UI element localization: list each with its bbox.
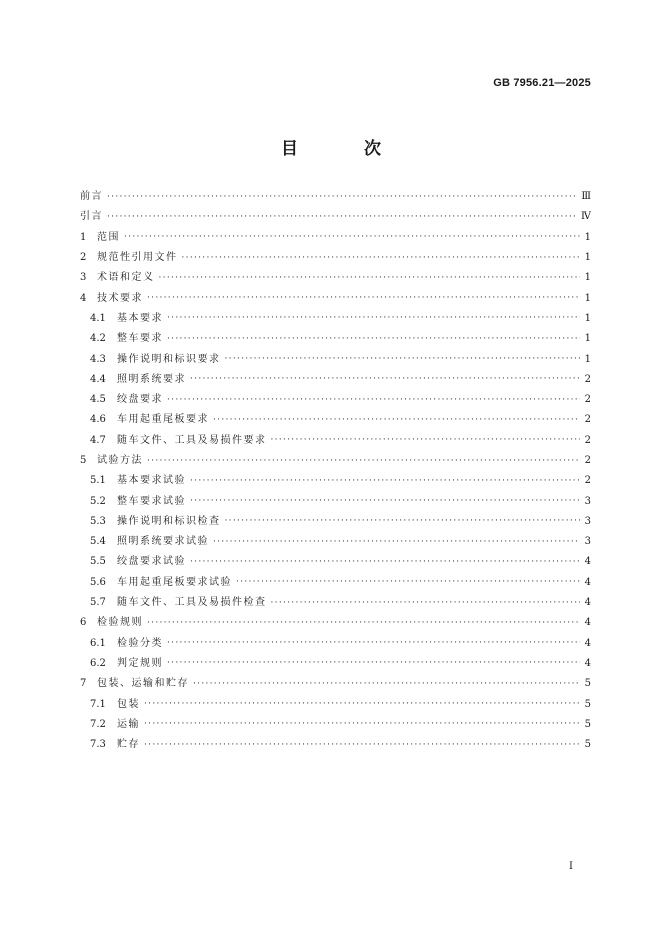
toc-dot-leader [159,274,581,283]
toc-entry[interactable] [80,593,591,613]
toc-entry-title: 包装 [117,698,140,710]
toc-entry-page: 4 [584,576,591,588]
toc-dot-leader [271,599,581,608]
toc-dot-leader [167,639,580,648]
toc-entry[interactable] [80,613,591,633]
toc-entry-page: 5 [584,718,591,730]
toc-dot-leader [167,335,580,344]
toc-entry[interactable] [80,309,591,329]
toc-dot-leader [213,416,580,425]
toc-entry-number: 2 [80,252,87,264]
toc-entry[interactable] [80,715,591,735]
toc-entry-page: 4 [584,657,591,669]
toc-entry-title: 判定规则 [117,657,163,669]
toc-entry-title: 试验方法 [97,455,143,466]
toc-entry[interactable] [80,329,591,349]
toc-entry-title: 贮存 [117,739,140,751]
toc-entry-number: 5.2 [90,495,106,507]
toc-entry-title: 范围 [97,231,120,243]
toc-entry-number: 4.4 [90,373,106,385]
toc-dot-leader [107,213,577,222]
page-number: Ⅰ [569,861,573,872]
toc-entry-number: 5.7 [90,597,106,609]
toc-entry[interactable] [80,370,591,390]
toc-entry-page: 5 [584,698,591,710]
toc-entry-title: 基本要求 [117,312,163,324]
toc-entry-number: 5.6 [90,576,106,588]
toc-entry-page: 1 [584,252,591,264]
toc-dot-leader [193,680,580,689]
toc-entry-title: 车用起重尾板要求试验 [117,576,232,588]
toc-entry-number: 6 [80,617,87,629]
toc-entry-page: 2 [584,455,591,466]
toc-entry-title: 绞盘要求 [117,394,163,406]
toc-entry-page: Ⅳ [581,211,591,223]
toc-dot-leader [167,396,580,405]
toc-dot-leader [271,436,581,445]
toc-entry[interactable] [80,471,591,491]
toc-entry-title: 照明系统要求 [117,373,186,385]
toc-dot-leader [144,741,580,750]
toc-entry-page: 3 [584,536,591,548]
toc-entry-title: 规范性引用文件 [97,252,178,264]
toc-entry[interactable] [80,268,591,288]
toc-entry-page: 2 [584,434,591,446]
toc-entry[interactable] [80,288,591,308]
toc-entry-number: 6.1 [90,637,106,649]
toc-entry[interactable] [80,532,591,552]
toc-entry-number: 7.2 [90,718,106,730]
toc-entry-number: 7 [80,678,87,690]
toc-dot-leader [167,314,580,323]
toc-entry-page: 1 [584,312,591,324]
toc-entry[interactable] [80,451,591,471]
toc-entry-number: 4.1 [90,312,106,324]
toc-entry-number: 1 [80,231,87,243]
toc-dot-leader [147,457,580,466]
toc-dot-leader [144,700,580,709]
toc-entry-title: 检验分类 [117,637,163,649]
toc-entry-page: 4 [584,637,591,649]
toc-entry-title: 整车要求 [117,333,163,345]
toc-entry[interactable] [80,390,591,410]
toc-dot-leader [225,355,581,364]
toc-entry[interactable] [80,552,591,572]
toc-entry-title: 前言 [80,191,103,203]
toc-entry-number: 5.5 [90,556,106,568]
toc-entry-title: 检验规则 [97,617,143,629]
toc-entry-title: 照明系统要求试验 [117,536,209,548]
toc-dot-leader [124,233,580,242]
toc-entry[interactable] [80,654,591,674]
toc-dot-leader [225,517,581,526]
toc-dot-leader [182,254,581,263]
toc-entry-title: 操作说明和标识检查 [117,515,221,527]
toc-entry-number: 5.4 [90,536,106,548]
toc-entry-title: 随车文件、工具及易损件要求 [117,434,267,446]
toc-entry-title: 运输 [117,718,140,730]
toc-dot-leader [213,538,580,547]
toc-dot-leader [190,558,580,567]
toc-entry-page: 1 [584,333,591,345]
toc-dot-leader [147,294,580,303]
toc-entry[interactable] [80,735,591,755]
toc-entry[interactable] [80,207,591,227]
toc-entry-title: 随车文件、工具及易损件检查 [117,597,267,609]
toc-entry-page: 4 [584,597,591,609]
toc-entry[interactable] [80,573,591,593]
toc-dot-leader [167,659,580,668]
toc-entry-page: 2 [584,394,591,406]
toc-entry[interactable] [80,431,591,451]
toc-entry-number: 4.6 [90,414,106,426]
toc-dot-leader [190,497,580,506]
standard-number: GB 7956.21—2025 [493,77,591,89]
toc-entry-title: 基本要求试验 [117,475,186,487]
toc-entry[interactable] [80,349,591,369]
toc-dot-leader [147,619,580,628]
toc-entry-page: 1 [584,353,591,365]
toc-entry-title: 整车要求试验 [117,495,186,507]
toc-dot-leader [144,720,580,729]
table-of-contents [80,187,591,755]
toc-entry-number: 6.2 [90,657,106,669]
toc-entry-page: 5 [584,678,591,690]
toc-entry[interactable] [80,674,591,694]
toc-entry-page: 5 [584,739,591,751]
toc-entry[interactable] [80,228,591,248]
toc-entry-page: 2 [584,414,591,426]
toc-entry-number: 4.5 [90,394,106,406]
toc-entry-number: 3 [80,272,87,284]
toc-entry-title: 操作说明和标识要求 [117,353,221,365]
toc-entry-page: 2 [584,373,591,385]
toc-entry[interactable] [80,491,591,511]
toc-entry[interactable] [80,634,591,654]
toc-entry-title: 技术要求 [97,292,143,304]
toc-entry-page: 2 [584,475,591,487]
toc-entry[interactable] [80,248,591,268]
toc-entry-number: 5.1 [90,475,106,487]
toc-entry-number: 4.7 [90,434,106,446]
toc-entry-page: 4 [584,556,591,568]
toc-dot-leader [190,375,580,384]
toc-entry-page: 1 [584,292,591,304]
toc-entry-title: 绞盘要求试验 [117,556,186,568]
toc-dot-leader [107,193,577,202]
toc-title: 目 次 [281,139,411,159]
toc-entry-title: 引言 [80,211,103,223]
toc-entry[interactable] [80,410,591,430]
toc-entry-number: 5.3 [90,515,106,527]
toc-entry-number: 4.3 [90,353,106,365]
toc-entry-page: 4 [584,617,591,629]
toc-entry-number: 4.2 [90,333,106,345]
toc-entry-number: 7.3 [90,739,106,751]
toc-dot-leader [190,477,580,486]
toc-entry-title: 包装、运输和贮存 [97,678,189,690]
toc-entry-title: 术语和定义 [97,272,155,284]
toc-entry-title: 车用起重尾板要求 [117,414,209,426]
toc-entry[interactable] [80,187,591,207]
toc-entry[interactable] [80,512,591,532]
toc-entry-page: 3 [584,495,591,507]
toc-entry-number: 5 [80,455,87,466]
toc-entry-page: 1 [584,231,591,243]
toc-entry-page: Ⅲ [581,191,591,203]
toc-entry[interactable] [80,694,591,714]
toc-entry-page: 3 [584,515,591,527]
toc-entry-number: 7.1 [90,698,106,710]
toc-dot-leader [236,578,580,587]
toc-entry-page: 1 [584,272,591,284]
toc-entry-number: 4 [80,292,87,304]
